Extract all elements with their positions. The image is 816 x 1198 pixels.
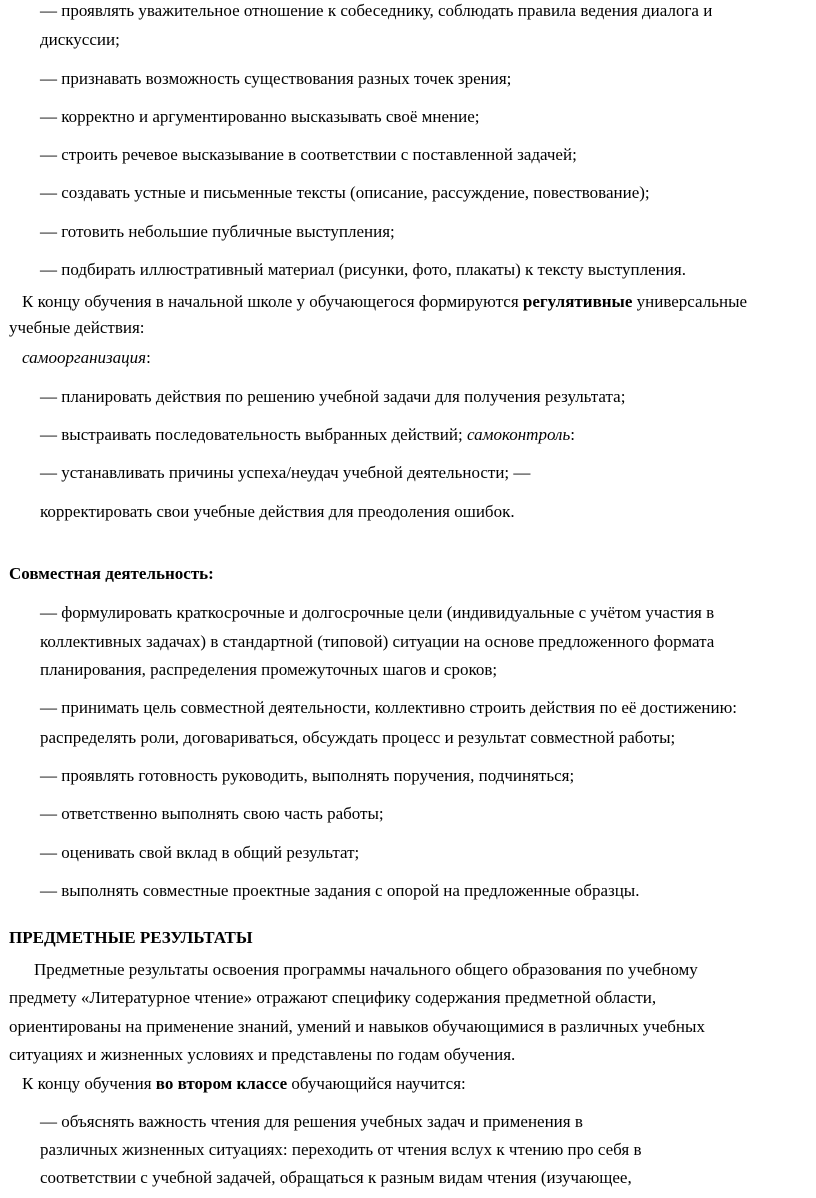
list-item: — подбирать иллюстративный материал (рисунки, фото, плакаты) к тексту выступления. (40, 260, 686, 279)
list-item: — объяснять важность чтения для решения учебных задач и применения в (40, 1112, 583, 1131)
text-line: распределять роли, договариваться, обсуждать процесс и результат совместной работы; (40, 728, 676, 747)
text-line: дискуссии; (40, 30, 120, 49)
paragraph-line: учебные действия: (9, 318, 145, 337)
text-line: соответствии с учебной задачей, обращаться к разным видам чтения (изучающее, (40, 1168, 632, 1187)
list-item: — устанавливать причины успеха/неудач учебной деятельности; — (40, 463, 531, 482)
list-item: — принимать цель совместной деятельности, коллективно строить действия по её достижению: (40, 698, 738, 717)
list-item: — создавать устные и письменные тексты (описание, рассуждение, повествование); (40, 183, 650, 202)
list-item: — готовить небольшие публичные выступления; (40, 222, 395, 241)
paragraph-line: ситуациях и жизненных условиях и представлены по годам обучения. (9, 1045, 516, 1064)
list-item: — планировать действия по решению учебной задачи для получения результата; (40, 387, 626, 406)
paragraph-line: Предметные результаты освоения программы начального общего образования по учебному (34, 960, 698, 979)
paragraph-line: К концу обучения в начальной школе у обучающегося формируются регулятивные универсальные (22, 292, 748, 311)
section-heading: Совместная деятельность: (9, 564, 214, 583)
list-item: — ответственно выполнять свою часть работы; (40, 804, 384, 823)
bold-term: регулятивные (522, 292, 633, 311)
text-line: различных жизненных ситуациях: переходить от чтения вслух к чтению про себя в (40, 1140, 642, 1159)
list-item: — выстраивать последовательность выбранных действий; самоконтроль: (40, 425, 575, 444)
section-heading: ПРЕДМЕТНЫЕ РЕЗУЛЬТАТЫ (9, 928, 253, 947)
paragraph-line: К концу обучения во втором классе обучающийся научится: (22, 1074, 466, 1093)
subheading: самоорганизация: (22, 348, 151, 367)
list-item: — проявлять готовность руководить, выполнять поручения, подчиняться; (40, 766, 575, 785)
text-line: планирования, распределения промежуточных шагов и сроков; (40, 660, 498, 679)
list-item: — корректно и аргументированно высказывать своё мнение; (40, 107, 480, 126)
list-item: — выполнять совместные проектные задания с опорой на предложенные образцы. (40, 881, 640, 900)
list-item: — оценивать свой вклад в общий результат; (40, 843, 360, 862)
paragraph-line: ориентированы на применение знаний, умений и навыков обучающимися в различных учебных (9, 1017, 705, 1036)
list-item: — строить речевое высказывание в соответствии с поставленной задачей; (40, 145, 577, 164)
list-item: корректировать свои учебные действия для преодоления ошибок. (40, 502, 515, 521)
text-line: — проявлять уважительное отношение к собеседнику, соблюдать правила ведения диалога и (40, 1, 713, 20)
bold-term: во втором классе (155, 1074, 288, 1093)
list-item: — формулировать краткосрочные и долгосрочные цели (индивидуальные с учётом участия в (40, 603, 715, 622)
text-line: коллективных задачах) в стандартной (типовой) ситуации на основе предложенного формата (40, 632, 715, 651)
paragraph-line: предмету «Литературное чтение» отражают специфику содержания предметной области, (9, 988, 657, 1007)
list-item: — признавать возможность существования разных точек зрения; (40, 69, 512, 88)
